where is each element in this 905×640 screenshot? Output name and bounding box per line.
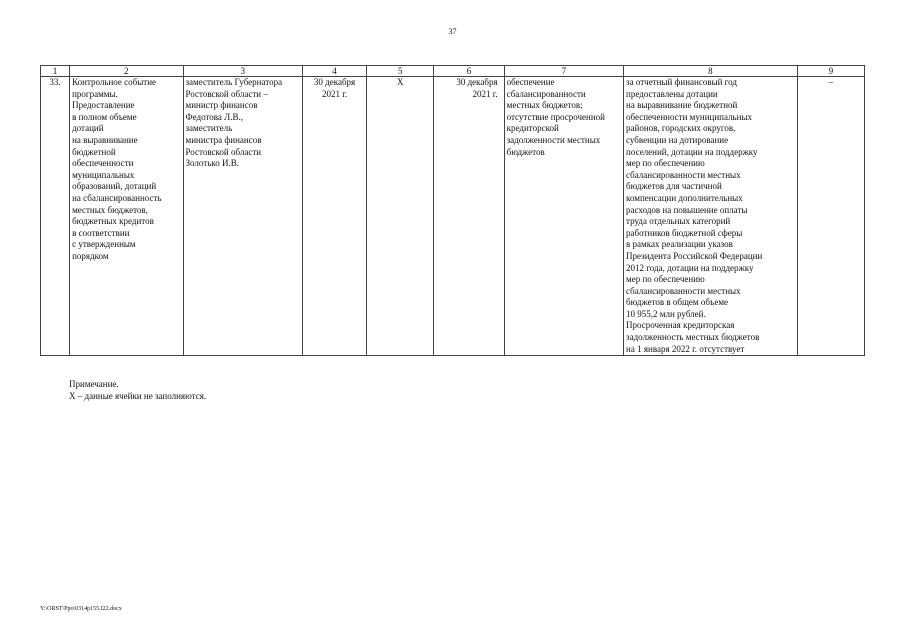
- notes-section: [69, 378, 206, 402]
- table-row: [41, 77, 865, 356]
- row-number: 33.: [41, 77, 70, 356]
- responsible-cell: заместитель Губернатора Ростовской области – министр финансов Федотова Л.В., заместитель министра финансов Ростовской области Золотько И.В.: [183, 77, 302, 356]
- file-path-footer: Y:\ORST\Ppo\0314p155.f22.docx: [40, 606, 122, 612]
- header-cell: 3: [183, 66, 302, 77]
- col5-cell: Х: [367, 77, 434, 356]
- header-cell: 7: [504, 66, 623, 77]
- notes-text: Х – данные ячейки не заполняются.: [69, 391, 207, 401]
- page-number: 37: [448, 27, 457, 36]
- header-cell: 6: [434, 66, 504, 77]
- notes-title: Примечание.: [69, 379, 119, 389]
- header-cell: 9: [797, 66, 864, 77]
- actual-date-cell: 30 декабря 2021 г.: [434, 77, 504, 356]
- planned-date-cell: 30 декабря 2021 г.: [302, 77, 366, 356]
- header-row: [41, 66, 865, 77]
- header-cell: 2: [70, 66, 183, 77]
- planned-result-cell: обеспечение сбалансированности местных бюджетов; отсутствие просроченной кредиторской задолженности местных бюджетов: [504, 77, 623, 356]
- header-cell: 5: [367, 66, 434, 77]
- col9-cell: –: [797, 77, 864, 356]
- actual-result-cell: за отчетный финансовый год предоставлены дотации на выравнивание бюджетной обеспеченности муниципальных районов, городских округов, субвенции на дотирование поселений, дотации на поддержку мер по обеспечению сбалансированности местных бюджетов для частичной компенсации дополнительных расходов на повышение оплаты труда отдельных категорий работников бюджетной сферы в рамках реализации указов Президента Российской Федерации 2012 года, дотации на поддержку мер по обеспечению сбалансированности местных бюджетов в общем объеме 10 955,2 млн рублей. Просроченная кредиторская задолженность местных бюджетов на 1 января 2022 г. отсутствует: [624, 77, 798, 356]
- event-cell: Контрольное событие программы. Предоставление в полном объеме дотаций на выравнивание бюджетной обеспеченности муниципальных образований, дотаций на сбалансированность местных бюджетов, бюджетных кредитов в соответствии с утвержденным порядком: [70, 77, 183, 356]
- report-table: [40, 65, 865, 356]
- header-cell: 8: [624, 66, 798, 77]
- header-cell: 4: [302, 66, 366, 77]
- header-cell: 1: [41, 66, 70, 77]
